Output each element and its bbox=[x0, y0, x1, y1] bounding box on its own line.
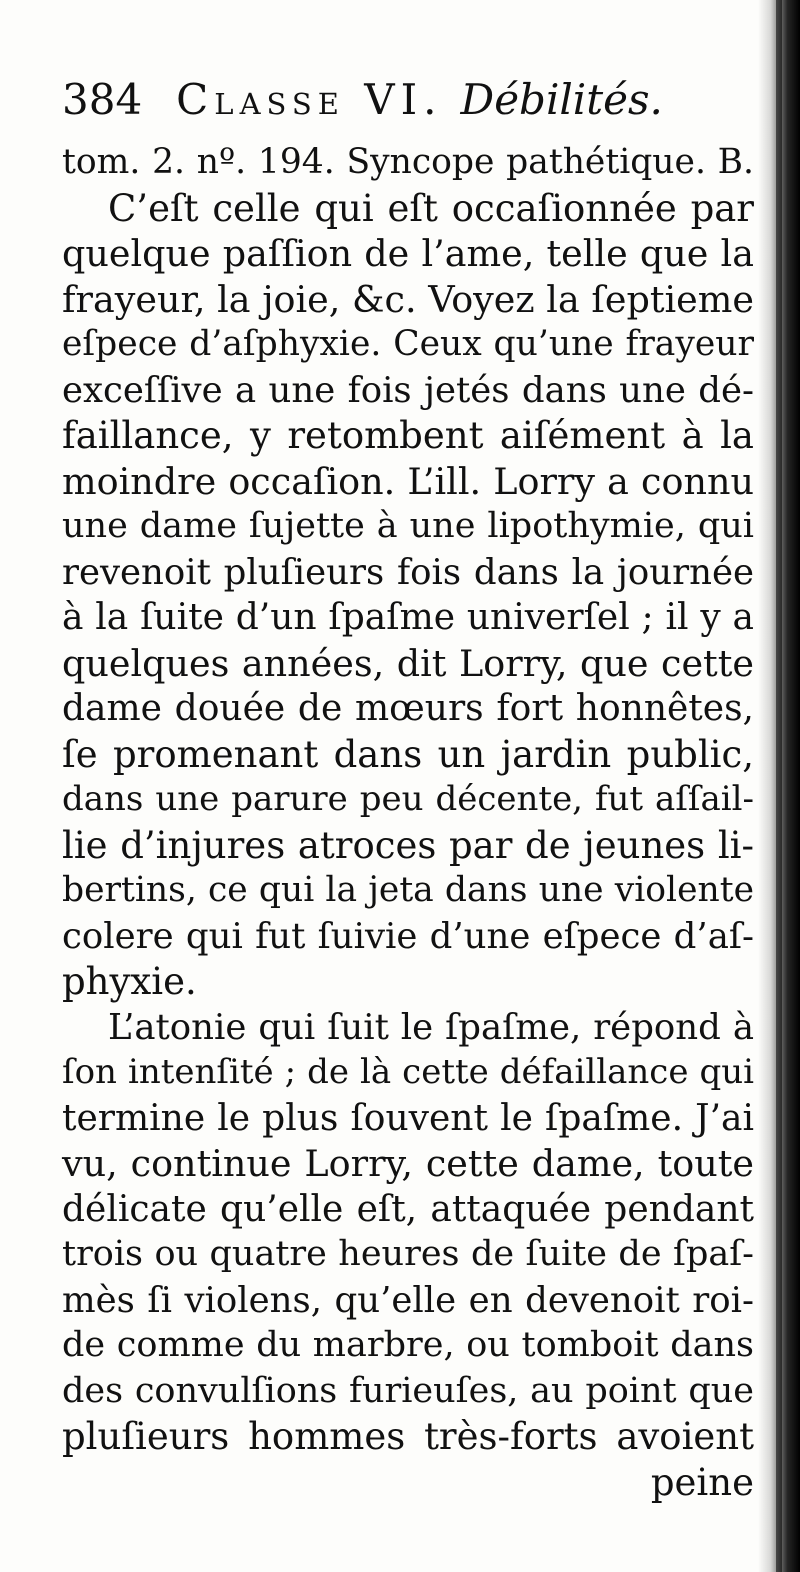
text-line: une dame ſujette à une lipothymie, qui bbox=[62, 506, 754, 546]
text-line: dans une parure peu décente, fut aſſail- bbox=[62, 779, 754, 819]
text-line: C’eſt celle qui eſt occaſionnée par bbox=[108, 186, 754, 230]
text-line: trois ou quatre heures de ſuite de ſpaſ- bbox=[62, 1234, 754, 1274]
text-line: dame douée de mœurs fort honnêtes, bbox=[62, 688, 754, 729]
page-number: 384 bbox=[62, 75, 143, 124]
header-classe: Classe VI. bbox=[176, 75, 443, 124]
text-line: quelque paſſion de l’ame, telle que la bbox=[62, 232, 754, 275]
text-line: mès ſi violens, qu’elle en devenoit roi- bbox=[62, 1279, 754, 1321]
text-line: frayeur, la joie, &c. Voyez la ſeptieme bbox=[62, 277, 754, 321]
binding-edge bbox=[776, 0, 782, 1572]
text-line: phyxie. bbox=[62, 960, 197, 1003]
text-line: exceſſive a une fois jetés dans une dé- bbox=[62, 369, 754, 411]
text-line: ſon intenſité ; de là cette défaillance qui bbox=[62, 1052, 754, 1092]
text-line: à la ſuite d’un ſpaſme univerſel ; il y a bbox=[62, 597, 754, 638]
text-line: eſpece d’aſphyxie. Ceux qu’une frayeur bbox=[62, 324, 754, 364]
text-line: moindre occaſion. L’ill. Lorry a connu bbox=[62, 459, 754, 503]
text-line: quelques années, dit Lorry, que cette bbox=[62, 641, 754, 685]
text-line: de comme du marbre, ou tomboit dans bbox=[62, 1325, 754, 1365]
header-section: Débilités. bbox=[460, 75, 663, 124]
text-line: pluſieurs hommes très-forts avoient bbox=[62, 1415, 754, 1458]
text-line: des convulſions furieuſes, au point que bbox=[62, 1370, 754, 1411]
catchword: peine bbox=[650, 1460, 754, 1504]
text-line: lie d’injures atroces par de jeunes li- bbox=[62, 823, 754, 867]
text-line: colere qui fut ſuivie d’une eſpece d’aſ- bbox=[62, 915, 754, 957]
text-line: délicate qu’elle eſt, attaquée pendant bbox=[62, 1188, 754, 1230]
text-line: revenoit pluſieurs fois dans la journée bbox=[62, 551, 754, 593]
text-line: ſe promenant dans un jardin public, bbox=[62, 732, 754, 776]
text-line: vu, continue Lorry, cette dame, toute bbox=[62, 1142, 754, 1185]
text-line: tom. 2. nº. 194. Syncope pathétique. B. bbox=[62, 142, 754, 182]
text-line: bertins, ce qui la jeta dans une violente bbox=[62, 870, 754, 910]
body-text bbox=[62, 140, 754, 1505]
text-line: termine le plus ſouvent le ſpaſme. J’ai bbox=[62, 1097, 754, 1139]
text-line: L’atonie qui ſuit le ſpaſme, répond à bbox=[108, 1006, 754, 1048]
text-line: faillance, y retombent aiſément à la bbox=[62, 414, 754, 457]
running-header bbox=[62, 72, 752, 128]
